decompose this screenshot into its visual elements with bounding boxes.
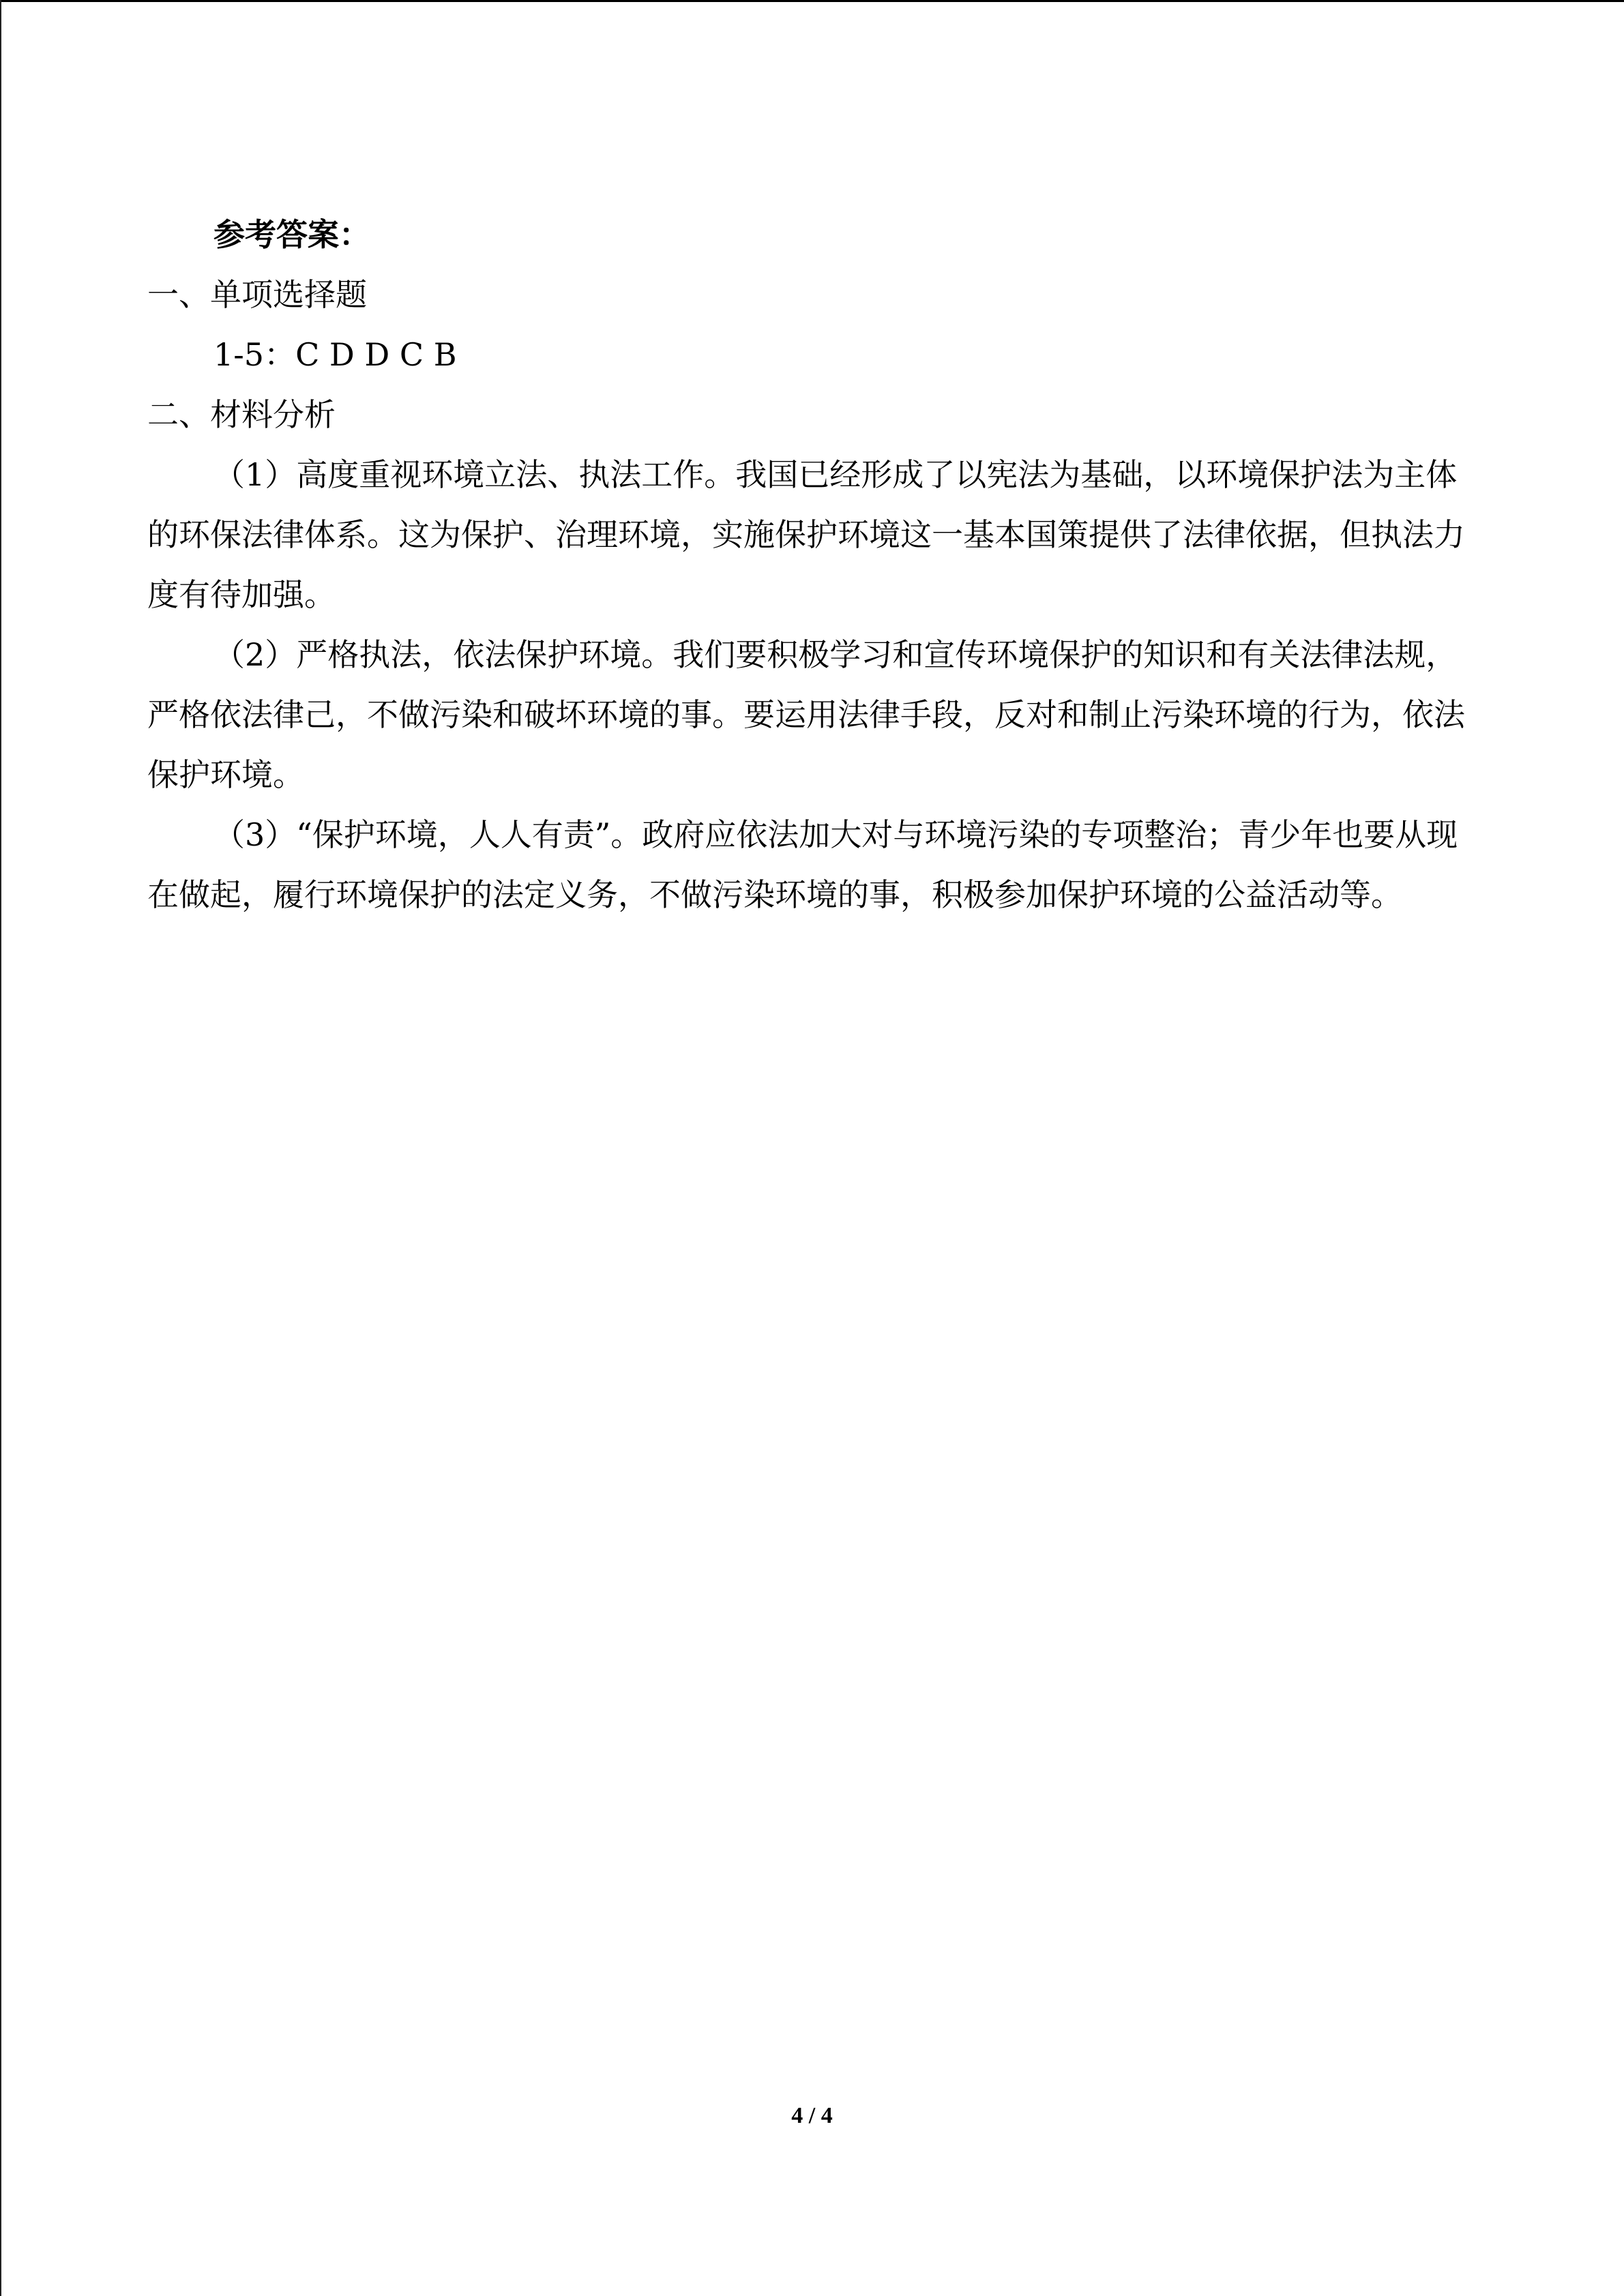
section2-title: 二、材料分析 <box>147 396 336 433</box>
page-left-border <box>0 0 1 2296</box>
document-page <box>147 205 1484 925</box>
section1-title: 一、单项选择题 <box>147 276 367 313</box>
page-number: 4 / 4 <box>791 2103 833 2128</box>
page-top-border <box>0 0 1624 2</box>
section2-paragraph-3: （3）“保护环境，人人有责”。政府应依法加大对与环境污染的专项整治；青少年也要从现在做起，履行环境保护的法定义务，不做污染环境的事，积极参加保护环境的公益活动等。 <box>147 816 1458 913</box>
answers-heading: 参考答案： <box>213 216 370 253</box>
section2-paragraph-1: （1）高度重视环境立法、执法工作。我国已经形成了以宪法为基础，以环境保护法为主体的环保法律体系。这为保护、治理环境，实施保护环境这一基本国策提供了法律依据，但执法力度有待加强。 <box>147 456 1465 613</box>
section2-paragraph-2: （2）严格执法，依法保护环境。我们要积极学习和宣传环境保护的知识和有关法律法规，严格依法律己，不做污染和破坏环境的事。要运用法律手段，反对和制止污染环境的行为，依法保护环境。 <box>147 636 1465 793</box>
section1-answer-line: 1-5：C D D C B <box>213 336 457 373</box>
